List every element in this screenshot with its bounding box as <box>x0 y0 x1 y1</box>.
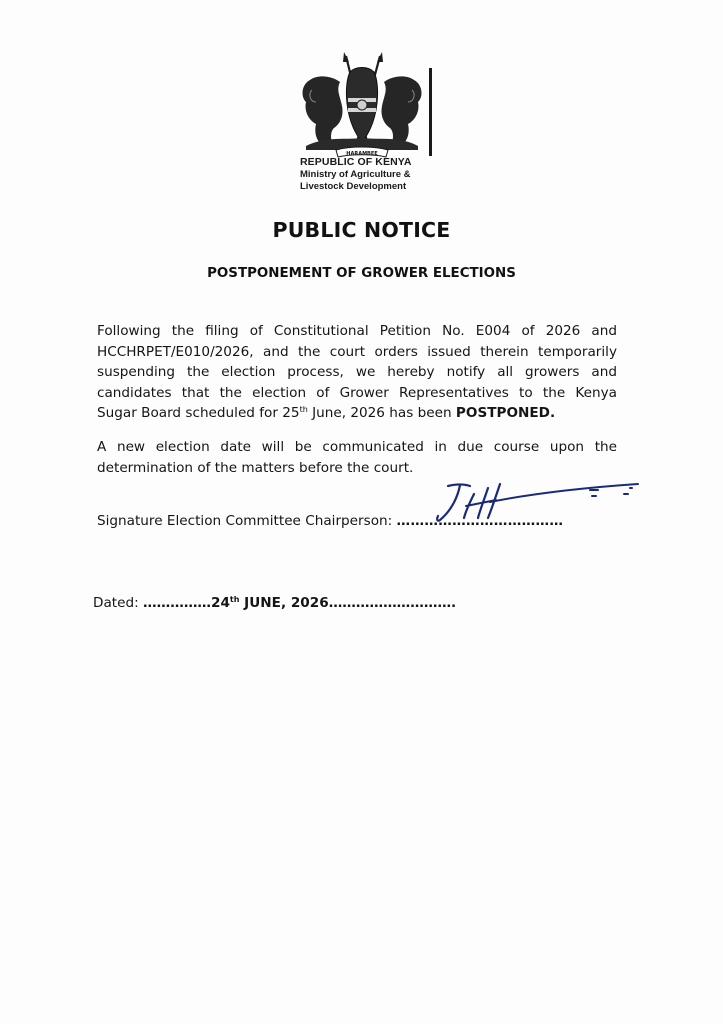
paragraph-line: HCCHRPET/E010/2026, and the court orders issued therein temporarily <box>97 343 617 360</box>
paragraph-line: suspending the election process, we hereby notify all growers and <box>97 364 617 380</box>
text-run: Sugar Board scheduled for 25 <box>97 405 300 421</box>
header-divider <box>429 68 432 156</box>
paragraph-line: candidates that the election of Grower Representatives to the Kenya <box>97 384 617 401</box>
dated-dots-after: ………………………. <box>328 595 457 611</box>
motto-text: HARAMBEE <box>346 151 378 157</box>
dated-dots-before: …………… <box>143 595 211 611</box>
signature-label: Signature Election Committee Chairperson: <box>97 513 397 529</box>
paragraph-line-last: determination of the matters before the court. <box>97 459 414 476</box>
page-title: PUBLIC NOTICE <box>272 218 451 242</box>
dated-label: Dated: <box>93 595 144 611</box>
date-ordinal-suffix: th <box>229 595 240 604</box>
org-republic: REPUBLIC OF KENYA <box>300 156 412 168</box>
notice-subtitle: POSTPONEMENT OF GROWER ELECTIONS <box>207 266 516 281</box>
text-run: June, 2026 has been <box>307 405 456 421</box>
org-ministry: Ministry of Agriculture & <box>300 169 411 180</box>
postponed-emphasis: POSTPONED. <box>455 405 556 421</box>
paragraph-line: A new election date will be communicated in due course upon the <box>97 439 617 455</box>
paragraph-line: Following the filing of Constitutional Petition No. E004 of 2026 and <box>97 323 617 339</box>
signature-dots: ……………………………… <box>396 513 564 529</box>
date-day: 24 <box>211 595 230 611</box>
ordinal-suffix: th <box>299 405 308 414</box>
handwritten-signature-icon <box>430 472 655 530</box>
kenya-coat-of-arms-icon <box>296 50 428 160</box>
paragraph-line-last <box>97 403 617 424</box>
notice-paragraph-1 <box>97 321 617 424</box>
org-ministry-cont: Livestock Development <box>300 180 407 192</box>
issuing-authority <box>300 156 412 192</box>
dated-line <box>93 595 456 611</box>
date-month-year: JUNE, 2026 <box>239 595 329 611</box>
